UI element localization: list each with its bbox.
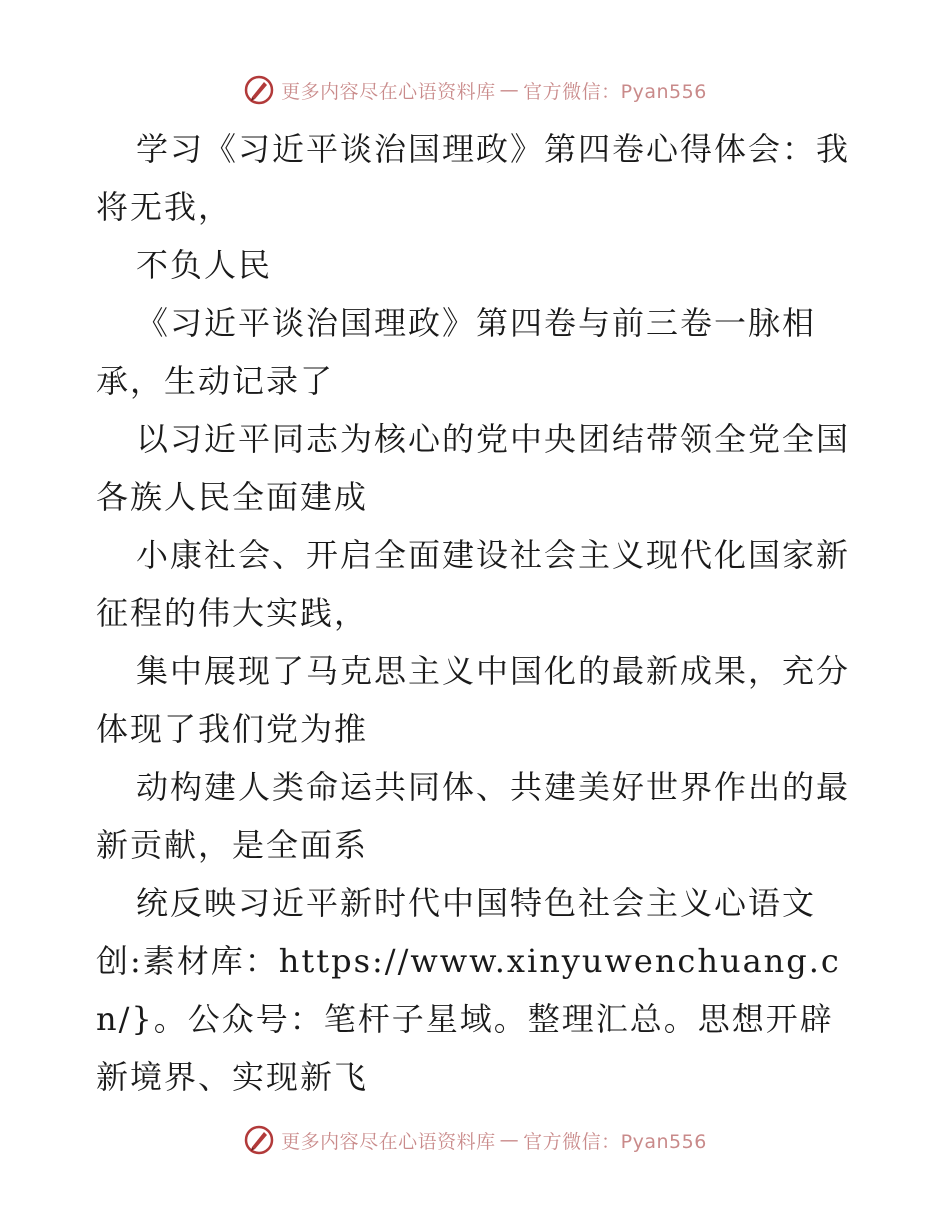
watermark-separator: — (499, 79, 520, 101)
watermark-contact: 官方微信：Pyan556 (523, 80, 707, 103)
watermark-text: 更多内容尽在心语资料库 (281, 1130, 496, 1153)
watermark-text: 更多内容尽在心语资料库 (281, 80, 496, 103)
paragraph: 小康社会、开启全面建设社会主义现代化国家新征程的伟大实践， (96, 536, 851, 632)
paragraph: 不负人民 (136, 246, 273, 284)
pen-logo-icon (243, 74, 275, 106)
paragraph: 以习近平同志为核心的党中央团结带领全党全国各族人民全面建成 (96, 420, 851, 516)
footer-watermark (0, 1122, 950, 1158)
paragraph: 统反映习近平新时代中国特色社会主义心语文创:素材库：https://www.xinyuwenchuang.cn/}。公众号：笔杆子星域。整理汇总。思想开辟新境界、实现新飞 (96, 884, 841, 1096)
paragraph: 集中展现了马克思主义中国化的最新成果，充分体现了我们党为推 (96, 652, 851, 748)
header-watermark (0, 72, 950, 108)
paragraph: 《习近平谈治国理政》第四卷与前三卷一脉相承，生动记录了 (96, 304, 817, 400)
pen-logo-icon (243, 1124, 275, 1156)
paragraph-title: 学习《习近平谈治国理政》第四卷心得体会：我将无我， (96, 130, 851, 226)
watermark-contact: 官方微信：Pyan556 (523, 1130, 707, 1153)
watermark-separator: — (499, 1129, 520, 1151)
paragraph: 动构建人类命运共同体、共建美好世界作出的最新贡献，是全面系 (96, 768, 851, 864)
document-body (96, 120, 856, 1106)
